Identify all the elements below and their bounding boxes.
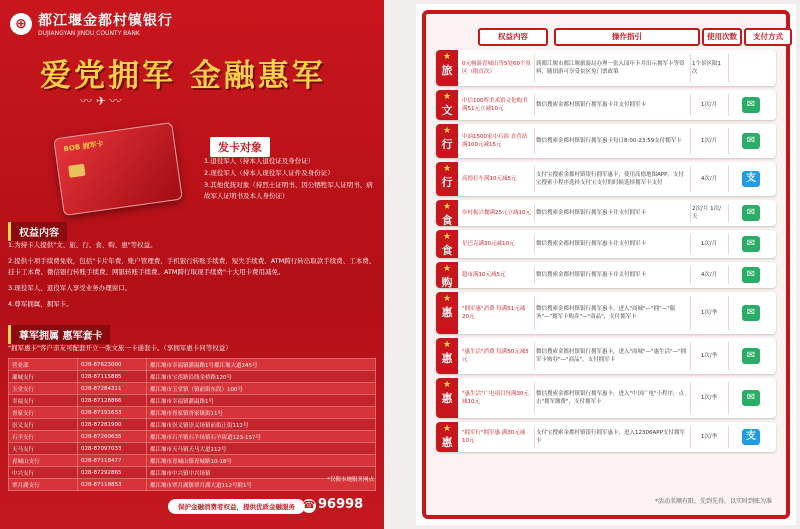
branch-phone: 028-87260635 bbox=[78, 431, 147, 443]
benefit-row bbox=[436, 338, 776, 374]
column-divider bbox=[534, 54, 535, 82]
branch-name: 胥家支行 bbox=[9, 407, 78, 419]
benefit-guide: 微信搜索金都村镇银行拥军惠卡，进入"中国广电"小程序，点击"拥军缴费"，支付拥军卡 bbox=[536, 391, 685, 405]
column-divider bbox=[728, 204, 729, 222]
column-divider bbox=[534, 234, 535, 254]
benefit-times: 1次/季 bbox=[700, 353, 718, 359]
category-label: 行 bbox=[441, 138, 453, 151]
phone-icon: ☎ bbox=[302, 500, 316, 511]
branch-name: 石羊支行 bbox=[9, 431, 78, 443]
branch-address: 都江堰市幸福镇灌温路1号 bbox=[147, 395, 376, 407]
branch-name: 玉堂支行 bbox=[9, 383, 78, 395]
alipay-icon: 支 bbox=[742, 171, 760, 187]
branch-address: 都江堰市中兴镇中兴场镇 bbox=[147, 467, 376, 479]
branch-row bbox=[9, 443, 376, 455]
benefit-payment bbox=[730, 338, 772, 374]
branch-address: 都江堰市崇义镇崇义场镇前街正街112号 bbox=[147, 419, 376, 431]
benefit-times: 1次/月 bbox=[700, 241, 718, 247]
category-badge bbox=[436, 338, 458, 374]
column-divider bbox=[728, 166, 729, 192]
branch-row bbox=[9, 383, 376, 395]
column-divider bbox=[690, 54, 691, 82]
bank-name-en: DUJIANGYAN JINDU COUNTY BANK bbox=[38, 30, 140, 37]
benefit-payment bbox=[730, 422, 772, 452]
header-content: 权益内容 bbox=[478, 28, 548, 46]
column-divider bbox=[534, 382, 535, 414]
benefit-guide: 微信搜索金都村镇银行拥军惠卡并支付拥军卡 bbox=[536, 102, 647, 108]
category-label: 文 bbox=[441, 104, 453, 117]
branch-name: 青城山支行 bbox=[9, 455, 78, 467]
category-badge bbox=[436, 292, 458, 334]
benefit-row bbox=[436, 378, 776, 418]
card-eligibility-title: 发卡对象 bbox=[210, 137, 270, 157]
branch-address: 都江堰市石羊镇石羊场镇石羊街道123-157号 bbox=[147, 431, 376, 443]
star-icon: ★ bbox=[442, 340, 452, 350]
column-divider bbox=[534, 266, 535, 284]
star-icon: ★ bbox=[442, 264, 452, 274]
star-icon: ★ bbox=[442, 232, 452, 242]
right-flyer-page bbox=[416, 4, 796, 525]
benefit-guide: 支付宝搜索金都村镇银行拥军惠卡，使用高德地图APP，支付宝搜索小程序选择支付宝支付的时候选择拥军卡支付 bbox=[536, 172, 684, 186]
column-divider bbox=[728, 234, 729, 254]
header-payment: 支付方式 bbox=[744, 28, 792, 46]
benefit-payment bbox=[730, 292, 772, 334]
branch-name: 中兴支行 bbox=[9, 467, 78, 479]
column-divider bbox=[690, 296, 691, 330]
benefit-guide: 微信搜索金都村镇银行拥军惠卡并支付拥军卡 bbox=[536, 272, 647, 278]
benefit-payment bbox=[730, 50, 772, 86]
rights-title: 权益内容 bbox=[8, 222, 67, 241]
doves-icon: 〰 ✈ 〰 bbox=[80, 94, 122, 108]
benefit-content: 高德打车满10元减5元 bbox=[462, 176, 517, 182]
branch-name: 灌城支行 bbox=[9, 371, 78, 383]
category-badge bbox=[436, 378, 458, 418]
column-divider bbox=[728, 296, 729, 330]
benefit-row bbox=[436, 124, 776, 158]
branch-address: 都江堰市青城山镇青城路10-18号 bbox=[147, 455, 376, 467]
rights-item: 3.现役军人、退役军人享受业务办理窗口。 bbox=[8, 284, 132, 292]
eligibility-item: 2.现役军人（持本人现役军人证件及身份证） bbox=[204, 169, 334, 177]
column-divider bbox=[690, 94, 691, 116]
column-divider bbox=[690, 234, 691, 254]
column-divider bbox=[534, 342, 535, 370]
branch-phone: 028-87284311 bbox=[78, 383, 147, 395]
branch-address: 都江堰市翠月湖镇翠月湖大道112号附1号 bbox=[147, 479, 376, 491]
column-divider bbox=[534, 128, 535, 154]
category-label: 旅 bbox=[441, 64, 453, 77]
benefit-times: 1次/月 bbox=[700, 102, 718, 108]
column-divider bbox=[534, 296, 535, 330]
benefit-row bbox=[436, 162, 776, 196]
header-guide: 操作指引 bbox=[554, 28, 700, 46]
benefit-guide: 到都江堰市都江堰旅游局办理一张入园年卡并出示拥军卡等资料，随团游可享受景区免门票政策 bbox=[536, 61, 685, 75]
hotline bbox=[302, 497, 363, 513]
branch-address: 都江堰市幸福镇灌温路1号都江堰大道245号 bbox=[147, 359, 376, 371]
branch-row bbox=[9, 371, 376, 383]
benefit-row bbox=[436, 230, 776, 258]
column-divider bbox=[534, 204, 535, 222]
benefit-times: 4次/月 bbox=[700, 176, 718, 182]
benefit-row bbox=[436, 422, 776, 452]
combo-subtitle: "拥军惠卡"客户亲友可配套开立一张文旅一卡通套卡。（享拥军惠卡同等权益） bbox=[8, 344, 232, 352]
benefit-content: 乡村振兴餐满25元立减10元 bbox=[462, 210, 531, 216]
wechat-pay-icon: ✉ bbox=[742, 133, 760, 149]
star-icon: ★ bbox=[442, 380, 452, 390]
branch-phone: 028-87115885 bbox=[78, 371, 147, 383]
consumer-protection-slogan: 保护金融消费者权益，提供优质金融服务 bbox=[168, 499, 305, 514]
rights-item: 4.尊军拥属，拥军卡。 bbox=[8, 300, 73, 308]
column-divider bbox=[690, 128, 691, 154]
branch-address: 都江堰市天马镇天马大道112号 bbox=[147, 443, 376, 455]
category-label: 购 bbox=[441, 276, 453, 289]
benefit-content: "拥军惠"消费 每满51元减20元 bbox=[462, 306, 526, 320]
branch-phone: 028-87118477 bbox=[78, 455, 147, 467]
benefits-table-header bbox=[436, 28, 783, 44]
wechat-pay-icon: ✉ bbox=[742, 205, 760, 221]
column-divider bbox=[534, 94, 535, 116]
eligibility-item: 1.退役军人（持本人退役证及身份证） bbox=[204, 157, 315, 165]
branch-phone: 028-87097033 bbox=[78, 443, 147, 455]
benefit-times: 2次/月 1次/天 bbox=[692, 206, 721, 220]
bank-name-cn: 都江堰金都村镇银行 bbox=[38, 13, 173, 29]
category-label: 惠 bbox=[441, 436, 453, 449]
column-divider bbox=[728, 382, 729, 414]
benefit-guide: 微信搜索金都村镇银行拥军惠卡并支付拥军卡 bbox=[536, 241, 647, 247]
benefit-row bbox=[436, 50, 776, 86]
wechat-pay-icon: ✉ bbox=[742, 348, 760, 364]
star-icon: ★ bbox=[442, 164, 452, 174]
benefit-row bbox=[436, 262, 776, 288]
branch-footnote: *仅限本地服务网点 bbox=[327, 477, 374, 483]
category-label: 食 bbox=[441, 244, 453, 257]
category-badge bbox=[436, 124, 458, 158]
benefit-content: 0元畅游青城山等5处60个景区（限首次） bbox=[462, 61, 531, 75]
branch-address: 都江堰市胥家镇胥家镇街11号 bbox=[147, 407, 376, 419]
branch-table bbox=[8, 358, 376, 491]
benefit-row bbox=[436, 90, 776, 120]
benefit-payment bbox=[730, 200, 772, 226]
benefit-payment bbox=[730, 90, 772, 120]
benefit-times: 1次/季 bbox=[700, 434, 718, 440]
eligibility-item: 3.其他优抚对象（持烈士证明书、因公牺牲军人证明书、病故军人证明书及本人身份证） bbox=[204, 181, 373, 200]
branch-name: 崇义支行 bbox=[9, 419, 78, 431]
wechat-pay-icon: ✉ bbox=[742, 267, 760, 283]
header-times: 使用次数 bbox=[702, 28, 742, 46]
benefits-frame bbox=[422, 10, 790, 519]
category-badge bbox=[436, 162, 458, 196]
card-eligibility-list bbox=[204, 156, 374, 203]
category-label: 食 bbox=[441, 214, 453, 227]
benefit-content: "惠生活"广电项目每满30元减10元 bbox=[462, 391, 530, 405]
column-divider bbox=[690, 382, 691, 414]
column-divider bbox=[728, 54, 729, 82]
hotline-number: 96998 bbox=[318, 497, 364, 512]
wechat-pay-icon: ✉ bbox=[742, 305, 760, 321]
branch-name: 天马支行 bbox=[9, 443, 78, 455]
star-icon: ★ bbox=[442, 294, 452, 304]
column-divider bbox=[690, 204, 691, 222]
bank-logo bbox=[10, 10, 173, 37]
benefit-content: 中油1500家中石油 直营站满100元减15元 bbox=[462, 134, 528, 148]
star-icon: ★ bbox=[442, 126, 452, 136]
branch-name: 营业部 bbox=[9, 359, 78, 371]
benefit-guide: 微信搜索金都村镇银行拥军惠卡，进入"商城"—"拥"—"服务"—"拥军卡购券"—"商品"，支付拥军卡 bbox=[536, 306, 676, 320]
branch-row bbox=[9, 467, 376, 479]
branch-row bbox=[9, 479, 376, 491]
branch-address: 都江堰市宝莲路沿线金桥路120号 bbox=[147, 371, 376, 383]
branch-row bbox=[9, 419, 376, 431]
column-divider bbox=[534, 166, 535, 192]
column-divider bbox=[728, 128, 729, 154]
benefit-payment bbox=[730, 124, 772, 158]
category-label: 惠 bbox=[441, 352, 453, 365]
column-divider bbox=[728, 94, 729, 116]
column-divider bbox=[690, 342, 691, 370]
benefit-guide: 支付宝搜索金都村镇银行拥军惠卡，进入12306APP支付拥军卡 bbox=[536, 430, 685, 444]
branch-phone: 028-87623000 bbox=[78, 359, 147, 371]
branch-phone: 028-87292865 bbox=[78, 467, 147, 479]
category-badge bbox=[436, 422, 458, 452]
category-badge bbox=[436, 90, 458, 120]
benefit-payment bbox=[730, 230, 772, 258]
benefit-content: "惠生活"消费 每满50元减5元 bbox=[462, 349, 529, 363]
category-label: 惠 bbox=[441, 392, 453, 405]
benefit-row bbox=[436, 292, 776, 334]
left-flyer-page bbox=[0, 0, 384, 529]
card-chip-icon bbox=[68, 164, 86, 178]
rights-list bbox=[8, 240, 376, 315]
benefit-times: 1次/季 bbox=[700, 395, 718, 401]
star-icon: ★ bbox=[442, 52, 452, 62]
branch-phone: 028-87128866 bbox=[78, 395, 147, 407]
column-divider bbox=[690, 426, 691, 448]
category-badge bbox=[436, 262, 458, 288]
benefit-content: 中信100所美术馆文化购书满51元立减10元 bbox=[462, 98, 528, 112]
bank-logo-icon: ⊕ bbox=[10, 13, 32, 35]
rights-item: 1.为持卡人提供"文、旅、行、食、购、惠"等权益。 bbox=[8, 241, 157, 249]
headline: 爱党拥军 金融惠军 bbox=[40, 58, 326, 94]
wechat-pay-icon: ✉ bbox=[742, 236, 760, 252]
category-label: 行 bbox=[441, 176, 453, 189]
branch-address: 都江堰市玉堂镇（镇前街东段）100号 bbox=[147, 383, 376, 395]
wechat-pay-icon: ✉ bbox=[742, 97, 760, 113]
benefit-guide: 微信搜索金都村镇银行拥军惠卡，进入"商城"—"惠生活"—"拥军卡购券"—"商品"，支付拥军卡 bbox=[536, 349, 687, 363]
benefit-payment bbox=[730, 162, 772, 196]
benefit-times: 1次/季 bbox=[700, 310, 718, 316]
benefit-payment bbox=[730, 378, 772, 418]
benefit-content: "拥军行"拥军惠 满30元减10元 bbox=[462, 430, 526, 444]
branch-row bbox=[9, 395, 376, 407]
benefit-content: 超市满10元减5元 bbox=[462, 272, 506, 278]
branch-phone: 028-87191633 bbox=[78, 407, 147, 419]
branch-phone: 028-87118853 bbox=[78, 479, 147, 491]
category-badge bbox=[436, 200, 458, 226]
benefit-guide: 微信搜索金都村镇银行拥军惠卡每日8:00-23:59支付拥军卡 bbox=[536, 138, 682, 144]
combo-title: 尊军拥属 惠军套卡 bbox=[8, 325, 110, 344]
category-label: 惠 bbox=[441, 306, 453, 319]
branch-row bbox=[9, 455, 376, 467]
card-label: BOB 拥军卡 bbox=[63, 139, 104, 154]
column-divider bbox=[690, 266, 691, 284]
column-divider bbox=[728, 426, 729, 448]
benefit-times: 1个景区限1次 bbox=[692, 61, 721, 75]
column-divider bbox=[728, 342, 729, 370]
branch-row bbox=[9, 359, 376, 371]
category-badge bbox=[436, 50, 458, 86]
branch-row bbox=[9, 431, 376, 443]
benefits-note: *活动名额有限，先到先得，以实时到账为准 bbox=[654, 498, 772, 505]
benefit-times: 4次/月 bbox=[700, 272, 718, 278]
branch-name: 幸福支行 bbox=[9, 395, 78, 407]
branch-name: 翠月湖支行 bbox=[9, 479, 78, 491]
star-icon: ★ bbox=[442, 202, 452, 212]
star-icon: ★ bbox=[442, 92, 452, 102]
branch-phone: 028-87281900 bbox=[78, 419, 147, 431]
benefit-row bbox=[436, 200, 776, 226]
alipay-icon: 支 bbox=[742, 429, 760, 445]
column-divider bbox=[728, 266, 729, 284]
star-icon: ★ bbox=[442, 424, 452, 434]
column-divider bbox=[534, 426, 535, 448]
benefit-times: 1次/月 bbox=[700, 138, 718, 144]
wechat-pay-icon: ✉ bbox=[742, 390, 760, 406]
benefit-payment bbox=[730, 262, 772, 288]
rights-item: 2.提供十项手续费免收，包括"卡片年费、账户管理费、手机银行转账手续费、短失手续费、ATM跨行转出取款手续费、工本费、挂卡工本费、微信银行转账手续费、网银转账手续费、ATM跨行取现手续费"十大用卡费用减免。 bbox=[8, 257, 376, 276]
category-badge bbox=[436, 230, 458, 258]
benefit-content: 星巴克满30元减10元 bbox=[462, 241, 515, 247]
branch-row bbox=[9, 407, 376, 419]
column-divider bbox=[690, 166, 691, 192]
army-card-image bbox=[53, 122, 183, 216]
benefit-guide: 微信搜索金都村镇银行拥军惠卡并支付拥军卡 bbox=[536, 210, 647, 216]
